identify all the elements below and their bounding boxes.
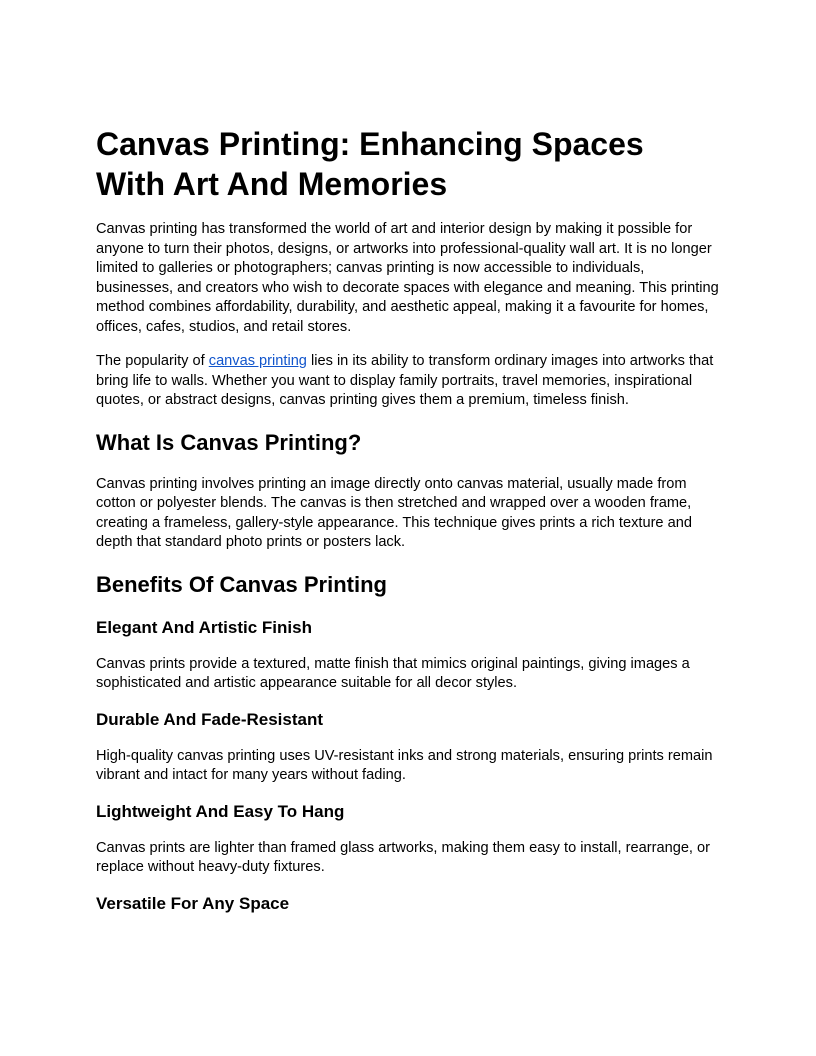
canvas-printing-link[interactable]: canvas printing (208, 353, 307, 369)
benefit-heading-lightweight: Lightweight And Easy To Hang (96, 801, 345, 821)
intro-paragraph: Canvas printing has transformed the world of art and interior design by making it possible for anyone to turn their photos, designs, or artworks into professional-quality wall art. It is no longer limited to galleries or photographers; canvas printing is now accessible to individuals, businesses, and creators who wish to decorate spaces with elegance and meaning. This printing method combines affordability, durability, and aesthetic appeal, making it a favourite for homes, offices, cafes, studios, and retail stores. (96, 221, 719, 335)
document-page (96, 124, 720, 931)
benefit-paragraph-elegant: Canvas prints provide a textured, matte finish that mimics original paintings, giving images a sophisticated and artistic appearance suitable for all decor styles. (96, 655, 690, 691)
what-is-heading: What Is Canvas Printing? (96, 429, 362, 455)
benefit-heading-elegant: Elegant And Artistic Finish (96, 617, 312, 637)
benefit-paragraph-lightweight: Canvas prints are lighter than framed glass artworks, making them easy to install, rearrange, or replace without heavy-duty fixtures. (96, 839, 711, 875)
popularity-text-before: The popularity of (96, 353, 209, 369)
benefit-paragraph-durable: High-quality canvas printing uses UV-resistant inks and strong materials, ensuring prints remain vibrant and intact for many years without fading. (96, 747, 713, 783)
page-title: Canvas Printing: Enhancing Spaces With Art And Memories (96, 126, 644, 202)
benefit-heading-durable: Durable And Fade-Resistant (96, 709, 324, 729)
benefits-heading: Benefits Of Canvas Printing (96, 571, 387, 597)
what-is-paragraph: Canvas printing involves printing an image directly onto canvas material, usually made from cotton or polyester blends. The canvas is then stretched and wrapped over a wooden frame, creating a frameless, gallery-style appearance. This technique gives prints a rich texture and depth that standard photo prints or posters lack. (96, 475, 692, 550)
popularity-paragraph (96, 352, 720, 411)
benefit-heading-versatile: Versatile For Any Space (96, 893, 290, 913)
popularity-text-after: lies in its ability to transform ordinary images into artworks that bring life to walls. Whether you want to display family portraits, travel memories, inspirational quotes, or abstract designs, canvas printing gives them a premium, timeless finish. (96, 353, 714, 408)
